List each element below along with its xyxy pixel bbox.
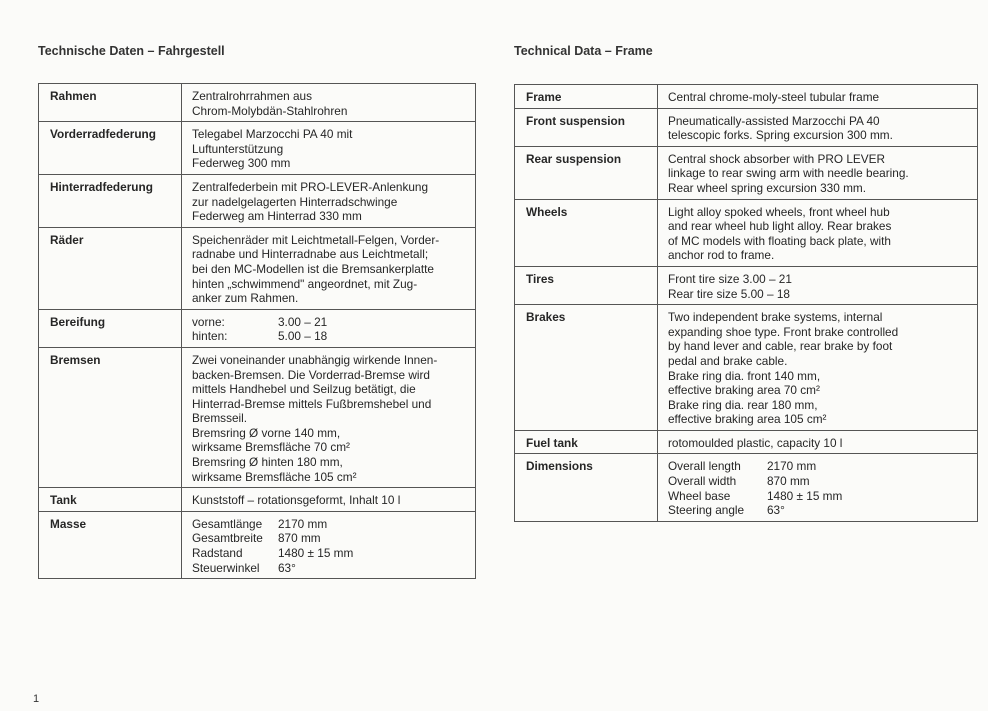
spec-pair-key: Wheel base — [668, 488, 731, 503]
spec-value — [658, 108, 978, 146]
spec-value-line: Telegabel Marzocchi PA 40 mit — [192, 127, 353, 142]
spec-pair-key: Overall width — [668, 474, 737, 489]
spec-value — [182, 227, 476, 309]
spec-label: Brakes — [515, 305, 658, 431]
spec-label: Bereifung — [39, 309, 182, 347]
spec-value-line: Hinterrad-Bremse mittels Fußbremshebel und — [192, 396, 432, 411]
spec-value-line: zur nadelgelagerten Hinterradschwinge — [192, 194, 398, 209]
spec-value-line: Rear tire size 5.00 – 18 — [668, 286, 790, 301]
spec-label: Vorderradfederung — [39, 122, 182, 175]
spec-value — [182, 309, 476, 347]
spec-value-line: by hand lever and cable, rear brake by foot — [668, 339, 893, 354]
spec-value-line: pedal and brake cable. — [668, 353, 788, 368]
spec-value — [658, 266, 978, 304]
spec-value-line: linkage to rear swing arm with needle bearing. — [668, 166, 909, 181]
spec-label: Frame — [515, 85, 658, 109]
spec-value — [658, 146, 978, 199]
spec-label: Tires — [515, 266, 658, 304]
spec-value — [658, 85, 978, 109]
spec-label: Fuel tank — [515, 430, 658, 454]
spec-value-line: Bremsring Ø vorne 140 mm, — [192, 425, 341, 440]
spec-value-line: anker zum Rahmen. — [192, 291, 299, 306]
spec-label: Bremsen — [39, 347, 182, 487]
german-section-title: Technische Daten – Fahrgestell — [38, 44, 225, 58]
spec-value-line: Brake ring dia. front 140 mm, — [668, 368, 821, 383]
spec-row-brakes — [515, 305, 978, 431]
spec-value-line: rotomoulded plastic, capacity 10 l — [668, 435, 843, 450]
spec-value-pair — [668, 489, 971, 504]
spec-pair-key: Steering angle — [668, 503, 745, 518]
spec-value-line: of MC models with floating back plate, with — [668, 233, 891, 248]
spec-label: Rear suspension — [515, 146, 658, 199]
spec-value-line: expanding shoe type. Front brake controlled — [668, 324, 899, 339]
spec-row-bremsen — [39, 347, 476, 487]
spec-value-line: Federweg am Hinterrad 330 mm — [192, 209, 362, 224]
spec-value-line: wirksame Bremsfläche 70 cm² — [192, 440, 350, 455]
spec-value-pair — [192, 531, 469, 546]
english-section-title: Technical Data – Frame — [514, 44, 653, 58]
spec-value-pair — [192, 546, 469, 561]
spec-value-pair — [668, 503, 971, 518]
spec-value-line: effective braking area 105 cm² — [668, 412, 827, 427]
spec-value-line: Bremsseil. — [192, 411, 248, 426]
spec-value — [182, 511, 476, 578]
spec-value-line: Two independent brake systems, internal — [668, 310, 883, 325]
spec-pair-key: vorne: — [192, 314, 225, 329]
spec-pair-key: hinten: — [192, 329, 228, 344]
spec-pair-value: 63° — [767, 503, 785, 518]
spec-value-pair — [668, 474, 971, 489]
spec-value-pair — [192, 517, 469, 532]
spec-row-tank — [39, 488, 476, 512]
page-number: 1 — [33, 693, 40, 705]
spec-value-line: Zentralfederbein mit PRO-LEVER-Anlenkung — [192, 179, 429, 194]
spec-label: Hinterradfederung — [39, 174, 182, 227]
spec-row-rear-suspension — [515, 146, 978, 199]
spec-value-pair — [668, 459, 971, 474]
spec-pair-key: Overall length — [668, 459, 741, 474]
spec-value-line: Light alloy spoked wheels, front wheel hub — [668, 204, 890, 219]
spec-value — [658, 454, 978, 521]
spec-pair-key: Gesamtlänge — [192, 516, 263, 531]
spec-row-masse — [39, 511, 476, 578]
spec-label: Front suspension — [515, 108, 658, 146]
spec-value — [182, 84, 476, 122]
spec-row-fuel-tank — [515, 430, 978, 454]
spec-label: Masse — [39, 511, 182, 578]
spec-pair-key: Steuerwinkel — [192, 560, 260, 575]
spec-pair-value: 870 mm — [767, 474, 810, 489]
german-spec-table — [38, 83, 476, 579]
spec-value-line: radnabe und Hinterradnabe aus Leichtmetall; — [192, 247, 429, 262]
spec-label: Tank — [39, 488, 182, 512]
spec-value-line: bei den MC-Modellen ist die Bremsankerplatte — [192, 261, 434, 276]
spec-value-pair — [192, 561, 469, 576]
spec-value-line: mittels Handhebel und Seilzug betätigt, die — [192, 382, 416, 397]
spec-value-pair — [192, 329, 469, 344]
spec-value-line: wirksame Bremsfläche 105 cm² — [192, 469, 357, 484]
english-spec-table — [514, 84, 978, 522]
spec-value-line: hinten „schwimmend" angeordnet, mit Zug- — [192, 276, 418, 291]
spec-pair-value: 2170 mm — [278, 516, 328, 531]
spec-label: Dimensions — [515, 454, 658, 521]
spec-value-line: Central chrome-moly-steel tubular frame — [668, 90, 880, 104]
spec-value-line: Bremsring Ø hinten 180 mm, — [192, 455, 343, 470]
spec-pair-value: 1480 ± 15 mm — [278, 546, 354, 561]
spec-value-pair — [192, 315, 469, 330]
spec-value — [182, 488, 476, 512]
spec-value-line: Luftunterstützung — [192, 141, 284, 156]
spec-value — [182, 174, 476, 227]
spec-value-line: Speichenräder mit Leichtmetall-Felgen, Vorder- — [192, 232, 440, 247]
spec-row-front-suspension — [515, 108, 978, 146]
spec-value-line: Brake ring dia. rear 180 mm, — [668, 397, 818, 412]
spec-value-line: backen-Bremsen. Die Vorderrad-Bremse wird — [192, 367, 430, 382]
spec-value — [658, 199, 978, 266]
spec-value — [182, 347, 476, 487]
spec-value-line: Front tire size 3.00 – 21 — [668, 271, 792, 286]
spec-value-line: effective braking area 70 cm² — [668, 383, 820, 398]
spec-row-rahmen — [39, 84, 476, 122]
spec-pair-value: 5.00 – 18 — [278, 329, 328, 344]
spec-value-line: Zentralrohrrahmen aus — [192, 89, 312, 103]
spec-label: Rahmen — [39, 84, 182, 122]
spec-pair-value: 2170 mm — [767, 459, 817, 474]
spec-pair-value: 1480 ± 15 mm — [767, 488, 843, 503]
spec-label: Wheels — [515, 199, 658, 266]
spec-row-hinterradfederung — [39, 174, 476, 227]
spec-pair-value: 870 mm — [278, 531, 321, 546]
spec-row-dimensions — [515, 454, 978, 521]
spec-value-line: and rear wheel hub light alloy. Rear brakes — [668, 219, 892, 234]
spec-row-bereifung — [39, 309, 476, 347]
spec-value-line: Zwei voneinander unabhängig wirkende Innen- — [192, 352, 438, 367]
spec-row-tires — [515, 266, 978, 304]
spec-pair-value: 63° — [278, 560, 296, 575]
spec-row-vorderradfederung — [39, 122, 476, 175]
spec-value-line: Central shock absorber with PRO LEVER — [668, 151, 886, 166]
spec-row-wheels — [515, 199, 978, 266]
spec-value-line: Federweg 300 mm — [192, 156, 291, 171]
spec-value — [658, 305, 978, 431]
spec-row-frame — [515, 85, 978, 109]
spec-value-line: Kunststoff – rotationsgeformt, Inhalt 10 l — [192, 493, 401, 508]
spec-value — [658, 430, 978, 454]
spec-row-rader — [39, 227, 476, 309]
spec-value-line: Pneumatically-assisted Marzocchi PA 40 — [668, 113, 880, 128]
spec-pair-key: Gesamtbreite — [192, 531, 263, 546]
spec-label: Räder — [39, 227, 182, 309]
spec-value — [182, 122, 476, 175]
spec-value-line: Rear wheel spring excursion 330 mm. — [668, 180, 867, 195]
spec-value-line: Chrom-Molybdän-Stahlrohren — [192, 103, 348, 118]
spec-value-line: telescopic forks. Spring excursion 300 mm. — [668, 128, 893, 143]
spec-value-line: anchor rod to frame. — [668, 248, 775, 263]
spec-pair-key: Radstand — [192, 546, 243, 561]
spec-pair-value: 3.00 – 21 — [278, 314, 328, 329]
